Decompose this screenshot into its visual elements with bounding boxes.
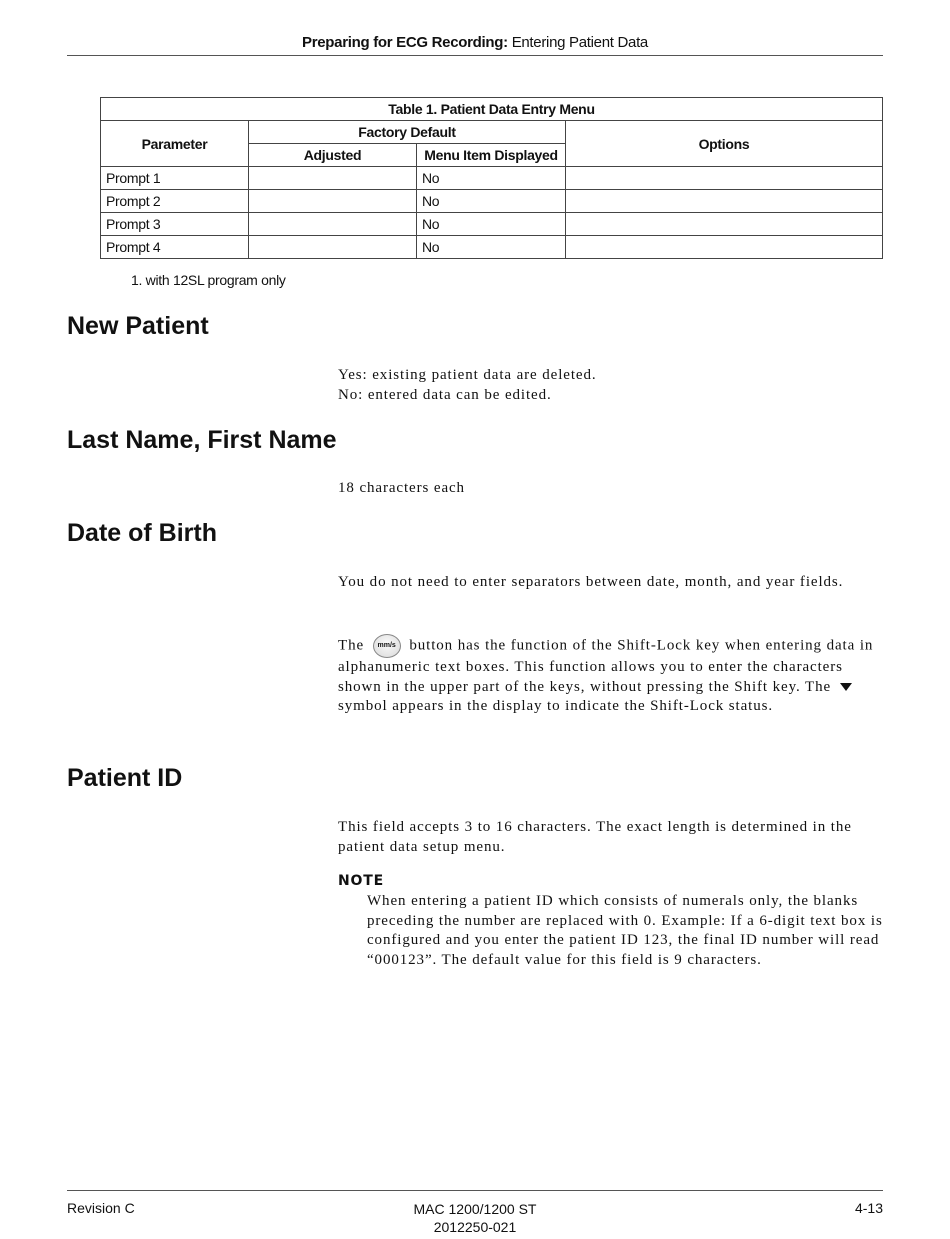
cell-menu: No bbox=[417, 167, 566, 190]
header-adjusted: Adjusted bbox=[249, 144, 417, 167]
header-menu-item-displayed: Menu Item Displayed bbox=[417, 144, 566, 167]
header-options: Options bbox=[566, 121, 883, 167]
patient-data-entry-table bbox=[100, 97, 883, 259]
dob-separators-text: You do not need to enter separators between date, month, and year fields. bbox=[338, 574, 844, 590]
cell-options bbox=[566, 167, 883, 190]
dob-the: The bbox=[338, 637, 365, 654]
heading-date-of-birth: Date of Birth bbox=[67, 519, 217, 547]
cell-adjusted bbox=[249, 213, 417, 236]
footer-product bbox=[375, 1200, 575, 1236]
heading-name: Last Name, First Name bbox=[67, 426, 337, 454]
cell-menu: No bbox=[417, 190, 566, 213]
cell-adjusted bbox=[249, 167, 417, 190]
footer-page-number: 4-13 bbox=[854, 1200, 883, 1216]
cell-adjusted bbox=[249, 190, 417, 213]
cell-parameter: Prompt 1 bbox=[101, 167, 249, 190]
new-patient-yes: Yes: existing patient data are deleted. bbox=[338, 367, 597, 383]
name-text: 18 characters each bbox=[338, 480, 465, 496]
cell-menu: No bbox=[417, 236, 566, 259]
header-section: Entering Patient Data bbox=[511, 34, 648, 51]
table-row bbox=[101, 167, 883, 190]
footer-model: MAC 1200/1200 ST bbox=[413, 1201, 537, 1217]
table-row bbox=[101, 236, 883, 259]
cell-options bbox=[566, 190, 883, 213]
footer-rule bbox=[67, 1190, 883, 1191]
cell-options bbox=[566, 213, 883, 236]
footer-part-number: 2012250-021 bbox=[433, 1219, 517, 1235]
heading-patient-id: Patient ID bbox=[67, 764, 183, 792]
dob-shift-lock-text bbox=[338, 634, 883, 717]
header-parameter: Parameter bbox=[101, 121, 249, 167]
new-patient-text bbox=[338, 366, 883, 405]
dob-symbol-description: symbol appears in the display to indicate the Shift-Lock status. bbox=[338, 698, 774, 714]
cell-parameter: Prompt 4 bbox=[101, 236, 249, 259]
cell-menu: No bbox=[417, 213, 566, 236]
header-factory-default: Factory Default bbox=[249, 121, 566, 144]
table-row bbox=[101, 213, 883, 236]
note-label: NOTE bbox=[338, 873, 384, 889]
patient-id-text: This field accepts 3 to 16 characters. The exact length is determined in the patient data setup menu. bbox=[338, 819, 852, 855]
dob-shift-lock-description: button has the function of the Shift-Lock key when entering data in alphanumeric text boxes. This function allows you to enter the characters shown in the upper part of the keys, without pressing the Shift key. The bbox=[338, 637, 874, 695]
table-caption: Table 1. Patient Data Entry Menu bbox=[101, 98, 883, 121]
cell-options bbox=[566, 236, 883, 259]
running-header bbox=[67, 34, 883, 56]
table-row bbox=[101, 190, 883, 213]
cell-adjusted bbox=[249, 236, 417, 259]
mm-s-button-icon: mm/s bbox=[373, 634, 401, 658]
shift-lock-triangle-icon bbox=[839, 682, 853, 692]
footer-revision: Revision C bbox=[67, 1200, 135, 1216]
cell-parameter: Prompt 3 bbox=[101, 213, 249, 236]
table-footnote: 1. with 12SL program only bbox=[131, 272, 286, 288]
new-patient-no: No: entered data can be edited. bbox=[338, 386, 552, 403]
note-text: When entering a patient ID which consists of numerals only, the blanks preceding the number are replaced with 0. Example: If a 6-digit text box is configured and you enter the patient ID 123, the final ID number will read “000123”. The default value for this field is 9 characters. bbox=[367, 893, 883, 968]
cell-parameter: Prompt 2 bbox=[101, 190, 249, 213]
header-chapter: Preparing for ECG Recording: bbox=[302, 34, 508, 51]
heading-new-patient: New Patient bbox=[67, 312, 209, 340]
